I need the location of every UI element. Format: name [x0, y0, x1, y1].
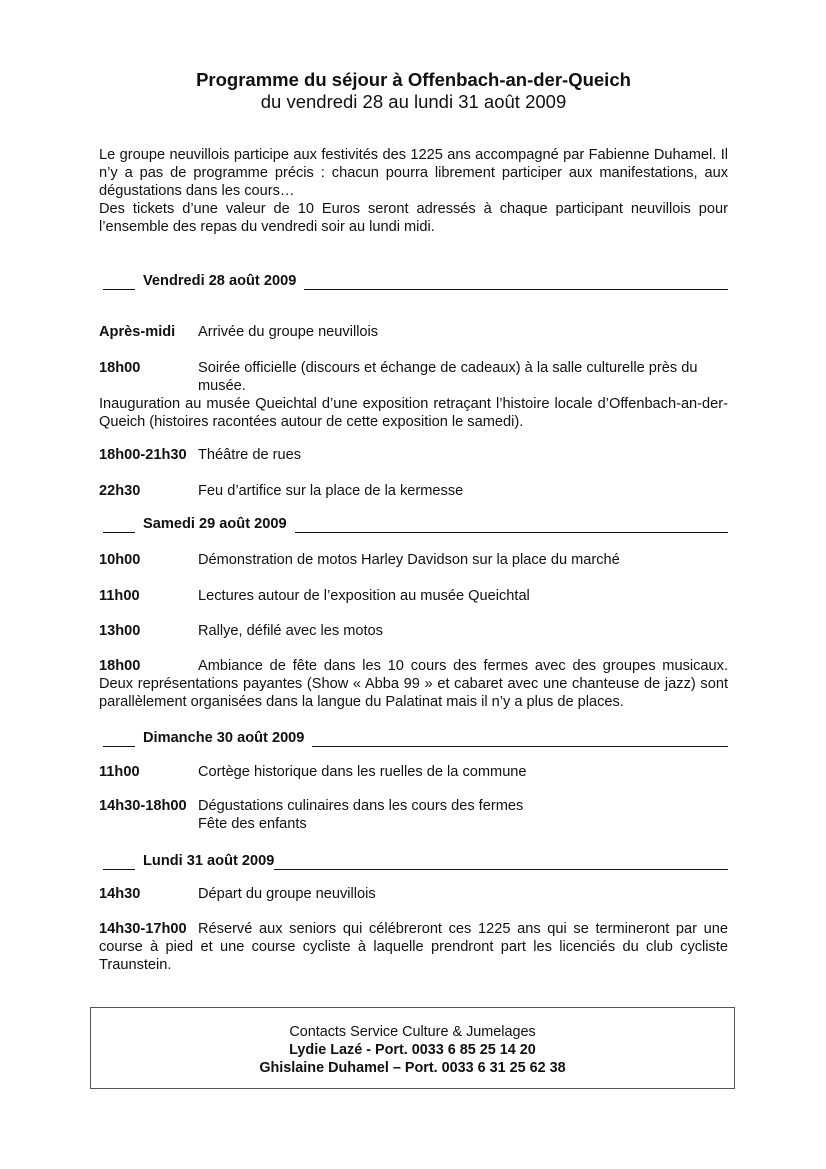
entry-time: 18h00-21h30 [99, 447, 187, 463]
heading-rule [304, 275, 728, 290]
entry-description: Arrivée du groupe neuvillois [198, 324, 379, 340]
schedule-entry [99, 323, 728, 341]
heading-rule [312, 732, 728, 747]
heading-rule [295, 518, 728, 533]
entry-description [198, 797, 728, 833]
schedule-entry [99, 763, 728, 781]
heading-rule [103, 855, 135, 870]
intro-paragraph: Le groupe neuvillois participe aux festivités des 1225 ans accompagné par Fabienne Duhamel. Il n’y a pas de programme précis : chacun pourra librement participer aux manifestations, aux dégustations dans les cours… [99, 147, 728, 199]
entry-description: Lectures autour de l’exposition au musée Queichtal [198, 588, 530, 604]
contact-line: Ghislaine Duhamel – Port. 0033 6 31 25 62 38 [259, 1060, 566, 1076]
entry-description: Ambiance de fête dans les 10 cours des fermes avec des groupes musicaux. Deux représentations payantes (Show « Abba 99 » et cabaret avec une chanteuse de jazz) sont parallèlement organisées dans la langue du Palatinat mais il n’y a plus de places. [99, 658, 728, 710]
schedule-entry [99, 885, 728, 903]
entry-time: 11h00 [99, 588, 140, 604]
entry-description: Feu d’artifice sur la place de la kermesse [198, 483, 464, 499]
entry-note: Inauguration au musée Queichtal d’une exposition retraçant l’histoire locale d’Offenbach-an-der-Queich (histoires racontées autour de cette exposition le samedi). [99, 396, 728, 430]
day-label: Vendredi 28 août 2009 [143, 273, 297, 289]
entry-description: Cortège historique dans les ruelles de la commune [198, 764, 527, 780]
entry-time: 18h00 [99, 360, 141, 376]
entry-description: Réservé aux seniors qui célébreront ces 1225 ans qui se termineront par une course à pied et une course cycliste à laquelle prendront part les licenciés du club cycliste Traunstein. [99, 921, 728, 973]
entry-time: 14h30-17h00 [99, 921, 187, 937]
heading-rule [103, 518, 135, 533]
day-label: Samedi 29 août 2009 [143, 516, 287, 532]
contact-line: Lydie Lazé - Port. 0033 6 85 25 14 20 [289, 1042, 536, 1058]
schedule-entry [99, 482, 728, 500]
schedule-entry [99, 797, 728, 833]
entry-time: 11h00 [99, 764, 140, 780]
schedule-entry [99, 920, 728, 974]
schedule-entry [99, 587, 728, 605]
entry-description: Démonstration de motos Harley Davidson sur la place du marché [198, 552, 620, 568]
entry-time: 10h00 [99, 552, 141, 568]
schedule-entry [99, 622, 728, 640]
entry-description: Soirée officielle (discours et échange de cadeaux) à la salle culturelle près du musée. [198, 360, 698, 394]
day-heading-vendredi [103, 270, 728, 290]
day-label: Lundi 31 août 2009 [143, 853, 275, 869]
day-heading-dimanche [103, 727, 728, 747]
heading-rule [103, 732, 135, 747]
schedule-entry [99, 446, 728, 464]
heading-rule [274, 855, 728, 870]
entry-description: Rallye, défilé avec les motos [198, 623, 383, 639]
entry-description: Départ du groupe neuvillois [198, 886, 376, 902]
entry-description-line: Fête des enfants [198, 816, 307, 832]
entry-time: Après-midi [99, 324, 176, 340]
intro-paragraph: Des tickets d’une valeur de 10 Euros seront adressés à chaque participant neuvillois pour l’ensemble des repas du vendredi soir au lundi midi. [99, 201, 728, 235]
day-heading-samedi [103, 513, 728, 533]
entry-time: 18h00 [99, 658, 141, 674]
schedule-entry [99, 359, 728, 431]
day-heading-lundi [103, 850, 728, 870]
schedule-entry [99, 551, 728, 569]
heading-rule [103, 275, 135, 290]
entry-time: 13h00 [99, 623, 141, 639]
entry-description: Théâtre de rues [198, 447, 302, 463]
intro-section [99, 146, 728, 236]
contacts-heading: Contacts Service Culture & Jumelages [289, 1024, 536, 1040]
entry-time: 14h30 [99, 886, 141, 902]
entry-time: 22h30 [99, 483, 141, 499]
document-subtitle: du vendredi 28 au lundi 31 août 2009 [260, 91, 567, 112]
entry-description-line: Dégustations culinaires dans les cours des fermes [198, 798, 524, 814]
entry-time: 14h30-18h00 [99, 798, 187, 814]
schedule-entry [99, 657, 728, 711]
document-title: Programme du séjour à Offenbach-an-der-Queich [196, 69, 631, 90]
contacts-box [90, 1007, 735, 1089]
day-label: Dimanche 30 août 2009 [143, 730, 305, 746]
